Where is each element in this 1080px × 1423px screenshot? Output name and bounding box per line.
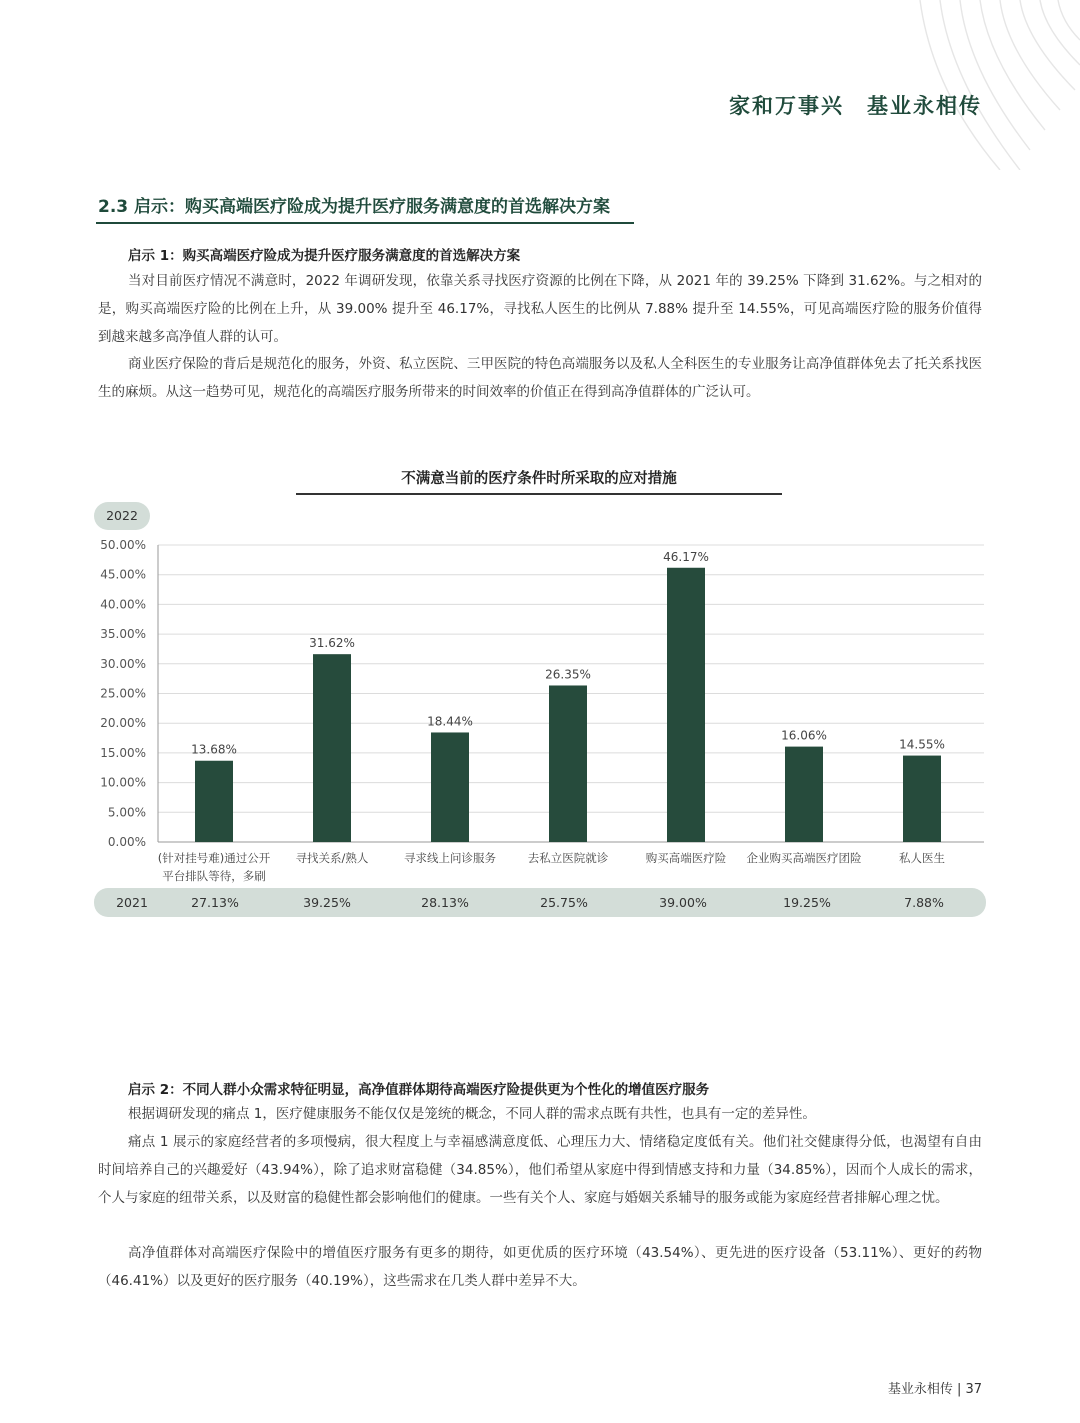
- comparison-value: 39.00%: [659, 895, 707, 910]
- bar: [667, 568, 705, 842]
- chart-title: 不满意当前的医疗条件时所采取的应对措施: [401, 471, 677, 487]
- header-slogan: 家和万事兴 基业永相传: [729, 94, 982, 118]
- insight-2-heading: 启示 2：不同人群小众需求特征明显，高净值群体期待高端医疗险提供更为个性化的增值医疗服务: [128, 1082, 710, 1098]
- bar: [431, 732, 469, 842]
- y-tick-label: 15.00%: [100, 745, 146, 760]
- y-tick-label: 40.00%: [100, 597, 146, 612]
- comparison-value: 19.25%: [783, 895, 831, 910]
- y-tick-label: 10.00%: [100, 775, 146, 790]
- y-tick-label: 30.00%: [100, 656, 146, 671]
- bar-value-label: 13.68%: [191, 742, 237, 757]
- bar-value-label: 26.35%: [545, 667, 591, 682]
- x-category-label: 购买高端医疗险: [645, 851, 727, 865]
- bar: [313, 654, 351, 842]
- x-category-label: 寻找关系/熟人: [295, 851, 369, 865]
- y-tick-label: 5.00%: [107, 805, 146, 820]
- comparison-value: 39.25%: [303, 895, 351, 910]
- insight-1-paragraph-2: 商业医疗保险的背后是规范化的服务，外资、私立医院、三甲医院的特色高端服务以及私人全科医生的专业服务让高净值群体免去了托关系找医生的麻烦。从这一趋势可见，规范化的高端医疗服务所带来的时间效率的价值正在得到高净值群体的广泛认可。: [98, 356, 982, 400]
- bar-value-label: 46.17%: [663, 549, 709, 564]
- comparison-value: 27.13%: [191, 895, 239, 910]
- section-title: 2.3 启示：购买高端医疗险成为提升医疗服务满意度的首选解决方案: [98, 197, 611, 217]
- y-tick-label: 35.00%: [100, 627, 146, 642]
- x-category-label: 寻求线上问诊服务: [404, 851, 496, 865]
- insight-1-heading: 启示 1：购买高端医疗险成为提升医疗服务满意度的首选解决方案: [128, 248, 521, 264]
- x-category-label: 平台排队等待，多刷: [162, 869, 266, 883]
- x-category-label: (针对挂号难)通过公开: [157, 851, 271, 865]
- bar-value-label: 16.06%: [781, 728, 827, 743]
- bar-value-label: 18.44%: [427, 714, 473, 729]
- bar-value-label: 31.62%: [309, 636, 355, 651]
- y-tick-label: 0.00%: [107, 835, 146, 849]
- bar: [549, 685, 587, 842]
- year-2022-badge: 2022: [94, 502, 150, 530]
- bar: [903, 756, 941, 842]
- comparison-row-2021: [94, 888, 986, 917]
- insight-2-paragraph-3: 高净值群体对高端医疗保险中的增值医疗服务有更多的期待，如更优质的医疗环境（43.54%）、更先进的医疗设备（53.11%）、更好的药物（46.41%）以及更好的医疗服务（40.19%），这些需求在几类人群中差异不大。: [98, 1245, 982, 1289]
- comparison-value: 28.13%: [421, 895, 469, 910]
- comparison-value: 7.88%: [904, 895, 944, 910]
- x-category-label: 去私立医院就诊: [527, 851, 609, 865]
- y-tick-label: 45.00%: [100, 567, 146, 582]
- y-tick-label: 25.00%: [100, 686, 146, 701]
- insight-1-paragraph-1: 当对目前医疗情况不满意时，2022 年调研发现，依靠关系寻找医疗资源的比例在下降，从 2021 年的 39.25% 下降到 31.62%。与之相对的是，购买高端医疗险的比例在上升，从 39.00% 提升至 46.17%，寻找私人医生的比例从 7.88% 提升至 14.55%，可见高端医疗险的服务价值得到越来越多高净值人群的认可。: [98, 273, 982, 345]
- insight-2-paragraph-1: 根据调研发现的痛点 1，医疗健康服务不能仅仅是笼统的概念，不同人群的需求点既有共性，也具有一定的差异性。: [128, 1106, 816, 1122]
- x-category-label: 企业购买高端医疗团险: [746, 851, 862, 865]
- insight-2-paragraph-2: 痛点 1 展示的家庭经营者的多项慢病，很大程度上与幸福感满意度低、心理压力大、情绪稳定度低有关。他们社交健康得分低，也渴望有自由时间培养自己的兴趣爱好（43.94%），除了追求财富稳健（34.85%），他们希望从家庭中得到情感支持和力量（34.85%），因而个人成长的需求，个人与家庭的纽带关系，以及财富的稳健性都会影响他们的健康。一些有关个人、家庭与婚姻关系辅导的服务或能为家庭经营者排解心理之忧。: [98, 1134, 982, 1206]
- comparison-row-label: 2021: [116, 895, 148, 910]
- y-tick-label: 50.00%: [100, 538, 146, 552]
- bar: [785, 747, 823, 842]
- x-category-label: 私人医生: [899, 851, 945, 865]
- bar: [195, 761, 233, 842]
- y-tick-label: 20.00%: [100, 716, 146, 731]
- bar-value-label: 14.55%: [899, 737, 945, 752]
- comparison-value: 25.75%: [540, 895, 588, 910]
- page-footer: 基业永相传 | 37: [887, 1382, 982, 1397]
